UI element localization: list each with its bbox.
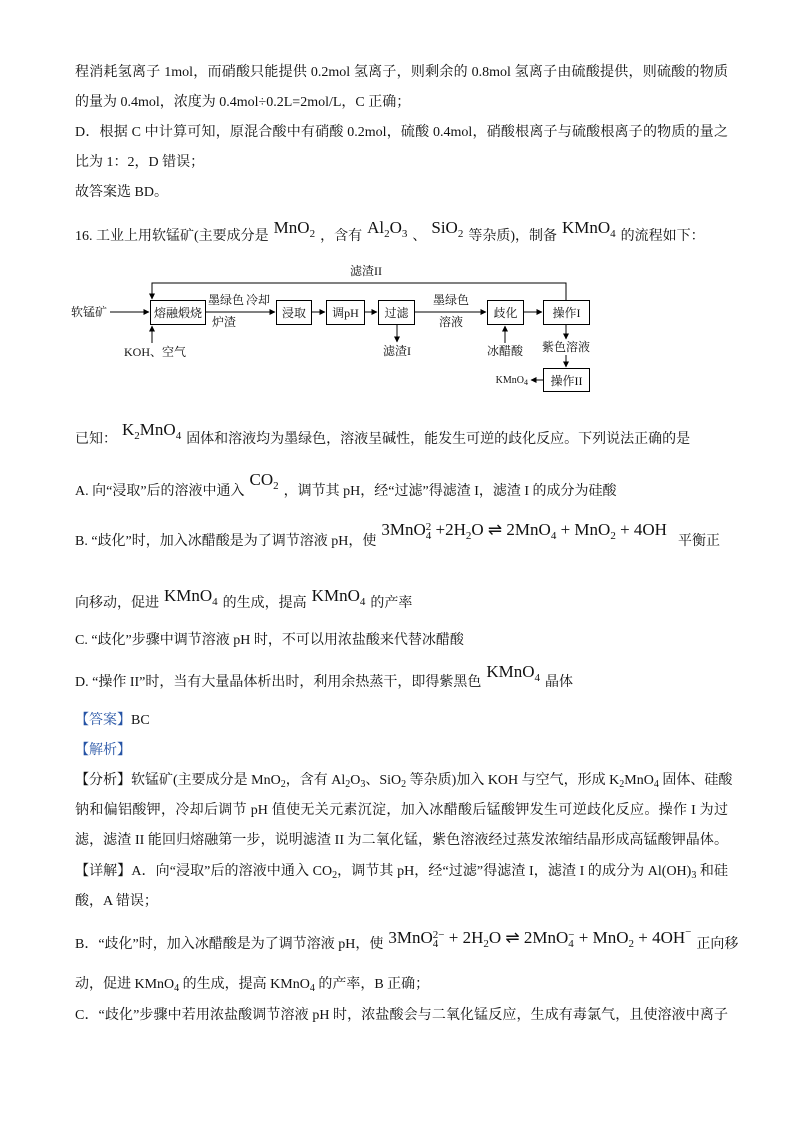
step-label: 操作II [550,373,583,388]
formula-subscript: 2 [628,938,634,950]
step-label: 浸取 [281,306,306,320]
prev-solution-line [75,122,728,144]
question-given-condition [75,420,691,449]
cooling-label: 冷却 [246,293,271,307]
acetic-acid-label: 冰醋酸 [486,344,523,358]
text-run: 的生成，提高 [222,596,307,611]
filtrate-solution-label: 溶液 [438,315,463,329]
text-run: 、 [412,229,427,244]
analysis-line [75,800,728,822]
formula-subscript: 2 [465,530,472,542]
formula-superscript: − [685,926,692,938]
ion-charge: 2− [432,929,445,941]
formula-text: + 4OH [634,928,686,947]
text-run: 【详解】A．向“浸取”后的溶液中通入 CO [75,864,333,879]
text-run: 和硅 [696,864,728,879]
subscript: 2 [332,870,338,881]
text-run: 固体、硅酸 [658,773,733,788]
text-run: BC [131,713,150,728]
formula-subscript: 4 [534,672,541,684]
text-run: O [350,773,361,788]
formula-text: 3MnO [388,928,433,947]
text-run: 滤，滤渣 II 能回归熔融第一步，说明滤渣 II 为二氧化锰，紫色溶液经过蒸发浓缩结晶形成高锰酸钾晶体。 [75,833,728,848]
question-16-stem [75,218,705,246]
step-leach-box [276,300,312,325]
text-run: 、SiO [365,773,402,788]
formula-subscript: 4 [550,530,557,542]
text-run: B．“歧化”时，加入冰醋酸是为了调节溶液 pH，使 [75,937,384,952]
step-label: 歧化 [493,306,518,320]
filtrate-color-label: 墨绿色 [432,293,469,307]
formula-subscript: 4 [175,430,182,442]
subscript: 4 [309,983,315,994]
text-run: 比为 1：2，D 错误； [75,155,205,170]
atom-count: 4 [568,938,574,950]
text-run: C．“歧化”步骤中若用浓盐酸调节溶液 pH 时，浓盐酸会与二氧化锰反应，生成有毒氯气，且使溶液中离子 [75,1008,728,1023]
formula-subscript: 4 [359,596,366,608]
residue-2-label: 滤渣II [350,264,382,278]
text-run: 故答案选 BD。 [75,185,168,200]
formula-text: KMnO [486,662,535,681]
formula-text: SiO [431,218,458,237]
explanation-heading [75,740,131,762]
text-run: 向移动，促进 [75,596,159,611]
text-run: ，含有 [320,229,363,244]
ion-charge: − [568,929,575,941]
text-run: 的产率，B 正确； [314,977,430,992]
formula-subscript: 4 [212,596,218,608]
step-label: 调pH [332,306,359,320]
detail-a-line [75,861,728,883]
formula-subscript: 2 [309,228,316,240]
text-run: 平衡正 [677,534,720,549]
residue-1-label: 滤渣I [383,344,411,358]
text-run: 【分析】软锰矿(主要成分是 MnO [75,773,281,788]
formula-text: KMnO [495,375,524,386]
detail-b-line [75,926,739,954]
text-run: 晶体 [545,675,574,690]
formula-text: + 4OH [615,520,667,539]
raw-material-label: 软锰矿 [70,305,107,319]
text-run: ，调节其 pH，经“过滤”得滤渣 I，滤渣 I 的成分为硅酸 [283,484,617,499]
product-slag-label: 炉渣 [211,315,236,329]
subscript: 2 [401,779,407,790]
formula-text: + 2H [444,928,484,947]
formula-text: O ⇌ 2MnO [471,520,551,539]
formula-subscript: 4 [610,228,616,240]
step-label: 熔融煅烧 [153,306,202,320]
formula-text: KMnO [164,586,213,605]
atom-count: 4 [425,530,432,542]
text-run: ，含有 Al [285,773,346,788]
formula-text: Al [367,218,385,237]
step-melt-roast-box [150,300,206,325]
ion-charge-index [433,931,445,949]
formula-subscript: 2 [384,228,390,240]
option-c [75,630,464,652]
text-run: 固体和溶液均为墨绿色，溶液呈碱性，能发生可逆的歧化反应。下列说法正确的是 [186,432,691,447]
detail-a-line [75,891,158,913]
text-run: 的量为 0.4mol，浓度为 0.4mol÷0.2L=2mol/L，C 正确； [75,95,411,110]
text-run: 已知： [75,432,117,447]
formula-subscript: 4 [524,378,528,387]
final-product-label [480,374,528,388]
text-run: D. “操作 II”时，当有大量晶体析出时，利用余热蒸干，即得紫黑色 [75,675,482,690]
text-run: 酸，A 错误； [75,894,158,909]
prev-solution-line [75,62,728,84]
text-run: 等杂质)加入 KOH 与空气，形成 K [406,773,620,788]
step-operation-1-box [543,300,590,325]
prev-solution-line [75,92,410,114]
formula-text: KMnO [311,586,360,605]
subscript: 4 [174,983,180,994]
ion-charge: 2 [425,521,432,533]
product-color-label: 墨绿色 [207,293,244,307]
option-a [75,470,617,501]
section-label: 【答案】 [75,713,131,728]
section-label: 【解析】 [75,743,131,758]
formula-text: MnO [139,420,176,439]
text-run: D．根据 C 中计算可知，原混合酸中有硝酸 0.2mol，硫酸 0.4mol，硝酸根离子与硫酸根离子的物质的量之 [75,125,728,140]
formula-text: O ⇌ 2MnO [488,928,569,947]
formula-subscript: 2 [610,530,616,542]
text-run: 16. 工业上用软锰矿(主要成分是 [75,229,269,244]
step-operation-2-box [543,368,590,392]
text-run: 等杂质)，制备 [468,229,557,244]
purple-solution-label: 紫色溶液 [541,340,590,354]
formula-text: K [122,420,135,439]
text-run: ，调节其 pH，经“过滤”得滤渣 I，滤渣 I 的成分为 Al(OH) [337,864,692,879]
formula-text: MnO [273,218,310,237]
text-run: 的流程如下： [620,229,705,244]
ion-charge-index [568,931,574,949]
step-disproportionation-box [487,300,524,325]
formula-text: 3MnO [381,520,426,539]
analysis-line [75,770,733,792]
option-d [75,662,574,692]
formula-text: + MnO [574,928,629,947]
formula-text: + MnO [556,520,611,539]
text-run: C. “歧化”步骤中调节溶液 pH 时，不可以用浓盐酸来代替冰醋酸 [75,633,464,648]
prev-solution-line [75,152,204,174]
formula-subscript: 2 [483,938,489,950]
subscript: 2 [619,779,625,790]
text-run: B. “歧化”时，加入冰醋酸是为了调节溶液 pH，使 [75,534,377,549]
detail-b-line [75,974,429,996]
formula-subscript: 2 [273,480,279,492]
subscript: 3 [360,779,366,790]
text-run: 的生成，提高 KMnO [179,977,310,992]
prev-solution-conclusion [75,182,168,204]
step-filter-box [378,300,415,325]
option-b-line-1 [75,520,720,551]
subscript: 2 [345,779,351,790]
text-run: 的产率 [370,596,413,611]
option-b-line-2 [75,586,413,613]
reagent-koh-air-label: KOH、空气 [124,345,186,359]
text-run: 程消耗氢离子 1mol，而硝酸只能提供 0.2mol 氢离子，则剩余的 0.8mol 氢离子由硫酸提供，则硫酸的物质 [75,65,728,80]
formula-subscript: 3 [401,228,408,240]
formula-subscript: 2 [134,430,140,442]
subscript: 4 [653,779,659,790]
answer-line [75,710,150,732]
text-run: 动，促进 KMnO [75,977,175,992]
step-label: 过滤 [384,306,409,320]
subscript: 2 [280,779,286,790]
formula-text: CO [249,470,274,489]
text-run: A. 向“浸取”后的溶液中通入 [75,484,245,499]
formula-text: +2H [431,520,466,539]
formula-text: KMnO [562,218,611,237]
text-run: MnO [624,773,654,788]
detail-c-line [75,1005,728,1027]
formula-subscript: 2 [457,228,464,240]
atom-count: 4 [432,938,439,950]
formula-text: O [389,218,402,237]
text-run: 钠和偏铝酸钾，冷却后调节 pH 值使无关元素沉淀，加入冰醋酸后锰酸钾发生可逆歧化反应。操作 I 为过 [75,803,728,818]
text-run: 正向移 [696,937,739,952]
subscript: 3 [691,870,697,881]
step-adjust-ph-box [326,300,365,325]
analysis-line [75,830,728,852]
step-label: 操作I [552,306,581,320]
